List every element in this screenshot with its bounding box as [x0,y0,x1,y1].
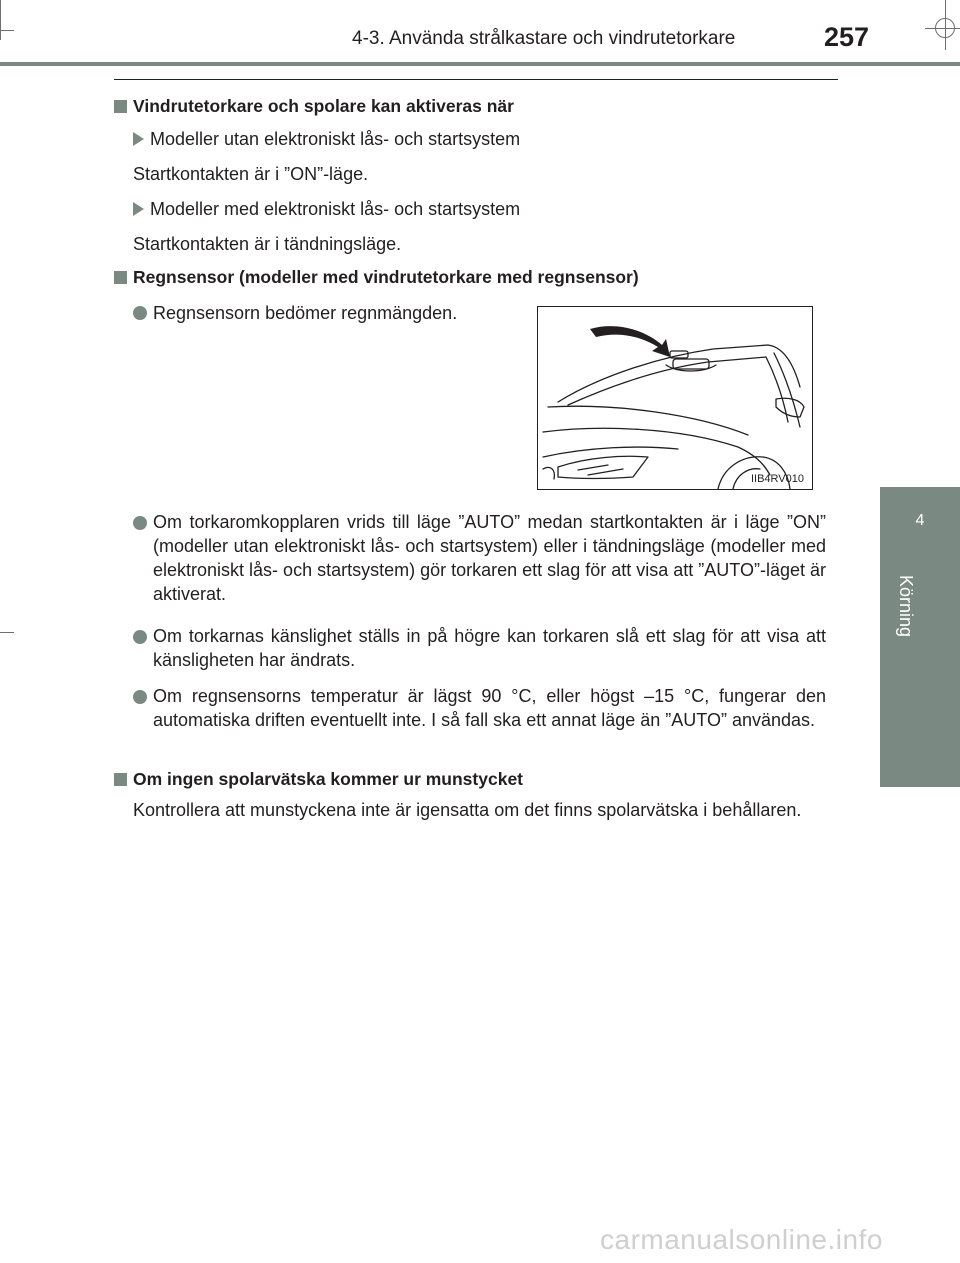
figure-code: IIB4RV010 [750,473,804,485]
chapter-label: Körning [896,575,916,638]
page-number: 257 [824,22,870,52]
round-bullet-icon [133,306,147,320]
content-top-rule [114,79,838,80]
bullet-text: Om torkarnas känslighet ställs in på högre kan torkaren slå ett slag för att visa att känsligheten har ändrats. [153,626,826,670]
chapter-number: 4 [915,512,925,529]
section-heading: Om ingen spolarvätska kommer ur munstycket [114,769,523,790]
square-bullet-icon [114,271,127,284]
crop-mark [0,30,14,31]
model-condition: Modeller utan elektroniskt lås- och startsystem [133,127,520,151]
model-condition: Modeller med elektroniskt lås- och startsystem [133,197,520,221]
watermark: carmanualsonline.info [600,1224,883,1255]
body-text: Kontrollera att munstyckena inte är igensatta om det finns spolarvätska i behållaren. [133,800,802,820]
square-bullet-icon [114,100,127,113]
crop-mark [925,28,960,29]
bullet-text: Om regnsensorns temperatur är lägst 90 °C, eller högst –15 °C, fungerar den automatiska driften eventuellt inte. I så fall ska ett annat läge än ”AUTO” användas. [153,686,826,730]
triangle-bullet-icon [133,132,144,146]
section-heading: Vindrutetorkare och spolare kan aktiveras när [114,96,514,117]
body-text: Startkontakten är i ”ON”-läge. [133,164,369,184]
triangle-bullet-icon [133,202,144,216]
square-bullet-icon [114,773,127,786]
crop-mark [0,0,1,40]
bullet-text: Om torkaromkopplaren vrids till läge ”AUTO” medan startkontakten är i läge ”ON” (modeller utan elektroniskt lås- och startsystem) eller i tändningsläge (modeller med elektroniskt lås- och startsystem) gör torkaren ett slag för att visa att ”AUTO”-läget är aktiverat. [153,512,826,604]
car-windshield-drawing [538,307,812,489]
crop-mark [0,632,14,633]
round-bullet-icon [133,516,147,530]
body-text: Startkontakten är i tändningsläge. [133,234,402,254]
section-title: 4-3. Använda strålkastare och vindrutetorkare [352,28,736,49]
rain-sensor-illustration [537,306,813,490]
crop-mark [945,0,946,50]
section-heading: Regnsensor (modeller med vindrutetorkare med regnsensor) [114,267,639,288]
bullet-text: Regnsensorn bedömer regnmängden. [153,303,458,323]
round-bullet-icon [133,630,147,644]
chapter-tab [880,487,960,787]
round-bullet-icon [133,690,147,704]
header-rule [0,62,960,66]
